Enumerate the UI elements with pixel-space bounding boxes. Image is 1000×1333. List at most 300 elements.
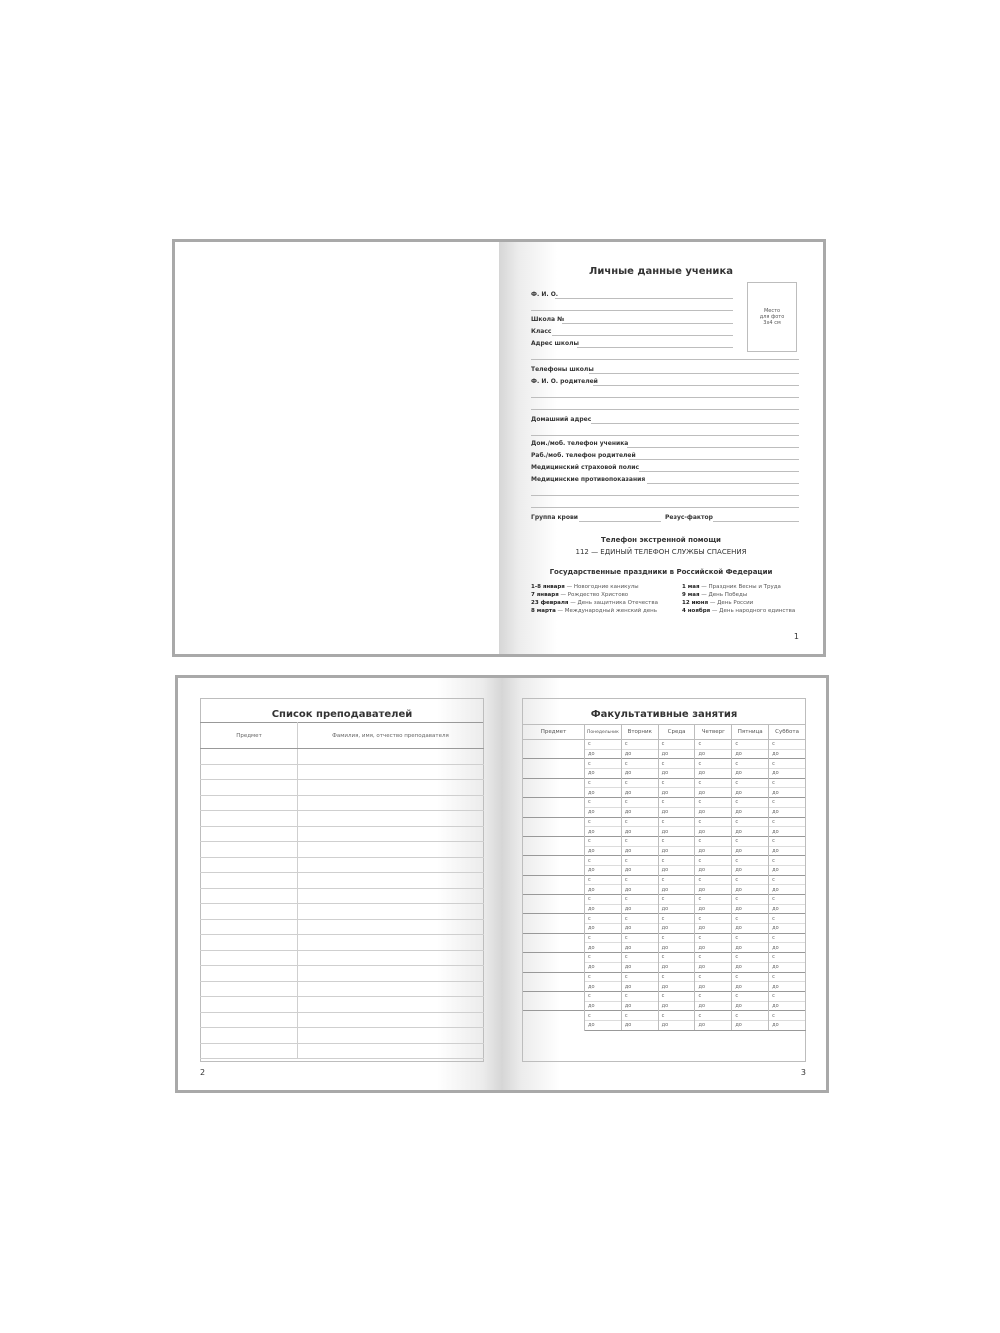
table-row [201,873,484,889]
time-to-cell[interactable]: до [695,749,732,759]
subject-cell[interactable] [523,972,585,991]
time-to-cell[interactable]: до [695,807,732,817]
subject-cell[interactable] [523,740,585,759]
table-row [201,919,484,935]
time-to-cell[interactable]: до [732,943,769,953]
time-to-cell[interactable]: до [621,865,658,875]
time-to-cell[interactable]: до [769,827,806,837]
time-from-cell[interactable]: с [769,740,806,750]
time-from-cell[interactable]: с [732,836,769,846]
time-from-cell[interactable]: с [769,778,806,788]
table-row [523,953,806,963]
time-from-cell[interactable]: с [585,759,622,769]
subject-cell[interactable] [523,1011,585,1030]
time-from-cell[interactable]: с [695,953,732,963]
time-to-cell[interactable]: до [695,865,732,875]
time-to-cell[interactable]: до [658,904,695,914]
time-from-cell[interactable]: с [658,933,695,943]
time-to-cell[interactable]: до [585,924,622,934]
time-to-cell[interactable]: до [658,943,695,953]
time-to-cell[interactable]: до [658,865,695,875]
holiday-item: 1 мая — Праздник Весны и Труда [682,584,781,590]
time-to-cell[interactable]: до [769,943,806,953]
teacher-cell[interactable] [298,1028,484,1044]
subject-cell[interactable] [201,950,298,966]
time-to-cell[interactable]: до [732,924,769,934]
time-from-cell[interactable]: с [585,817,622,827]
time-from-cell[interactable]: с [621,836,658,846]
table-row [201,795,484,811]
table-row [201,888,484,904]
subject-cell[interactable] [201,842,298,858]
time-from-cell[interactable]: с [732,895,769,905]
time-to-cell[interactable]: до [732,846,769,856]
teacher-cell[interactable] [298,904,484,920]
time-from-cell[interactable]: с [621,875,658,885]
contra-line-3 [531,507,799,508]
time-from-cell[interactable]: с [695,875,732,885]
time-from-cell[interactable]: с [658,991,695,1001]
time-from-cell[interactable]: с [585,836,622,846]
time-to-cell[interactable]: до [621,1001,658,1011]
time-from-cell[interactable]: с [732,1011,769,1021]
time-from-cell[interactable]: с [585,778,622,788]
time-from-cell[interactable]: с [621,1011,658,1021]
time-from-cell[interactable]: с [621,740,658,750]
holiday-item: 4 ноября — День народного единства [682,608,796,614]
table-row [201,997,484,1013]
teacher-cell[interactable] [298,888,484,904]
time-from-cell[interactable]: с [658,914,695,924]
subject-cell[interactable] [201,919,298,935]
time-from-cell[interactable]: с [695,836,732,846]
time-from-cell[interactable]: с [769,759,806,769]
time-from-cell[interactable]: с [769,914,806,924]
time-from-cell[interactable]: с [658,856,695,866]
parent-phone-label: Раб./моб. телефон родителей [531,452,636,459]
teacher-cell[interactable] [298,966,484,982]
teacher-cell[interactable] [298,935,484,951]
time-from-cell[interactable]: с [695,1011,732,1021]
home-line [591,423,799,424]
time-to-cell[interactable]: до [695,904,732,914]
table-row [523,991,806,1001]
time-from-cell[interactable]: с [695,914,732,924]
time-from-cell[interactable]: с [621,856,658,866]
time-to-cell[interactable]: до [732,962,769,972]
time-from-cell[interactable]: с [769,972,806,982]
spread-top [172,239,826,657]
subject-cell[interactable] [201,780,298,796]
time-to-cell[interactable]: до [695,827,732,837]
time-to-cell[interactable]: до [732,904,769,914]
time-to-cell[interactable]: до [658,924,695,934]
time-to-cell[interactable]: до [732,827,769,837]
time-to-cell[interactable]: до [621,943,658,953]
subject-cell[interactable] [523,933,585,952]
time-to-cell[interactable]: до [769,962,806,972]
time-from-cell[interactable]: с [585,933,622,943]
time-from-cell[interactable]: с [769,817,806,827]
time-to-cell[interactable]: до [695,962,732,972]
time-to-cell[interactable]: до [585,1020,622,1030]
subject-cell[interactable] [201,1012,298,1028]
time-from-cell[interactable]: с [585,991,622,1001]
subject-cell[interactable] [201,935,298,951]
time-to-cell[interactable]: до [585,885,622,895]
time-to-cell[interactable]: до [585,904,622,914]
time-to-cell[interactable]: до [585,962,622,972]
time-to-cell[interactable]: до [732,807,769,817]
parents-label: Ф. И. О. родителей [531,378,598,385]
time-from-cell[interactable]: с [732,933,769,943]
time-to-cell[interactable]: до [658,982,695,992]
time-to-cell[interactable]: до [621,807,658,817]
time-from-cell[interactable]: с [658,817,695,827]
phones-label: Телефоны школы [531,366,594,373]
time-from-cell[interactable]: с [585,856,622,866]
column-header-wednesday: Среда [658,725,695,740]
time-to-cell[interactable]: до [658,769,695,779]
time-from-cell[interactable]: с [769,991,806,1001]
time-to-cell[interactable]: до [769,769,806,779]
subject-cell[interactable] [201,966,298,982]
contra-line-2 [531,495,799,496]
time-from-cell[interactable]: с [732,953,769,963]
holiday-item: 9 мая — День Победы [682,592,748,598]
time-from-cell[interactable]: с [732,972,769,982]
time-to-cell[interactable]: до [732,885,769,895]
teacher-cell[interactable] [298,919,484,935]
time-from-cell[interactable]: с [621,991,658,1001]
time-to-cell[interactable]: до [695,1001,732,1011]
page-title: Список преподавателей [271,709,413,720]
teacher-cell[interactable] [298,749,484,765]
subject-cell[interactable] [523,817,585,836]
teacher-cell[interactable] [298,826,484,842]
time-from-cell[interactable]: с [621,778,658,788]
table-row [201,904,484,920]
parents-line-3 [531,409,799,410]
time-from-cell[interactable]: с [732,991,769,1001]
column-header-thursday: Четверг [695,725,732,740]
teacher-cell[interactable] [298,873,484,889]
time-to-cell[interactable]: до [695,924,732,934]
time-from-cell[interactable]: с [695,933,732,943]
time-to-cell[interactable]: до [658,1001,695,1011]
address-label: Адрес школы [531,340,579,347]
teacher-cell[interactable] [298,795,484,811]
time-to-cell[interactable]: до [658,749,695,759]
time-to-cell[interactable]: до [585,769,622,779]
time-from-cell[interactable]: с [732,798,769,808]
subject-cell[interactable] [523,856,585,875]
fio-line-2 [531,310,733,311]
subject-cell[interactable] [201,888,298,904]
time-from-cell[interactable]: с [621,759,658,769]
page-number: 2 [200,1068,206,1077]
teachers-table [200,722,484,1059]
time-to-cell[interactable]: до [732,865,769,875]
rhesus-label: Резус-фактор [665,514,713,521]
time-from-cell[interactable]: с [732,914,769,924]
subject-cell[interactable] [523,895,585,914]
time-from-cell[interactable]: с [695,798,732,808]
time-to-cell[interactable]: до [585,807,622,817]
photo-label-3: 3x4 см [763,320,781,326]
column-header-friday: Пятница [732,725,769,740]
time-to-cell[interactable]: до [695,846,732,856]
time-to-cell[interactable]: до [621,749,658,759]
time-to-cell[interactable]: до [621,846,658,856]
time-from-cell[interactable]: с [769,856,806,866]
subject-cell[interactable] [201,904,298,920]
subject-cell[interactable] [523,836,585,855]
subject-cell[interactable] [523,759,585,778]
time-from-cell[interactable]: с [621,972,658,982]
subject-cell[interactable] [523,778,585,797]
time-from-cell[interactable]: с [695,972,732,982]
time-to-cell[interactable]: до [658,827,695,837]
time-to-cell[interactable]: до [695,788,732,798]
time-from-cell[interactable]: с [769,895,806,905]
subject-cell[interactable] [523,798,585,817]
holiday-item: 1-8 января — Новогодние каникулы [531,584,639,590]
table-row [201,1043,484,1059]
time-from-cell[interactable]: с [585,953,622,963]
table-header-row [523,725,806,740]
time-from-cell[interactable]: с [695,740,732,750]
table-row [201,966,484,982]
time-to-cell[interactable]: до [585,749,622,759]
time-to-cell[interactable]: до [621,788,658,798]
time-to-cell[interactable]: до [585,788,622,798]
table-row [201,842,484,858]
column-header-subject: Предмет [201,723,298,749]
time-from-cell[interactable]: с [695,895,732,905]
time-from-cell[interactable]: с [732,856,769,866]
time-to-cell[interactable]: до [732,788,769,798]
time-from-cell[interactable]: с [732,778,769,788]
time-to-cell[interactable]: до [621,904,658,914]
time-to-cell[interactable]: до [695,1020,732,1030]
subject-cell[interactable] [201,873,298,889]
table-row [201,935,484,951]
subject-cell[interactable] [201,749,298,765]
time-to-cell[interactable]: до [585,865,622,875]
subject-cell[interactable] [201,795,298,811]
time-to-cell[interactable]: до [695,982,732,992]
time-to-cell[interactable]: до [769,749,806,759]
time-from-cell[interactable]: с [769,798,806,808]
time-from-cell[interactable]: с [732,817,769,827]
time-from-cell[interactable]: с [769,1011,806,1021]
table-row [523,817,806,827]
time-from-cell[interactable]: с [585,740,622,750]
time-to-cell[interactable]: до [585,846,622,856]
time-from-cell[interactable]: с [695,817,732,827]
teacher-cell[interactable] [298,764,484,780]
time-to-cell[interactable]: до [732,769,769,779]
spread-bottom [175,675,829,1093]
column-header-monday: Понедельник [585,725,622,740]
table-row [523,740,806,750]
teacher-cell[interactable] [298,950,484,966]
time-from-cell[interactable]: с [732,740,769,750]
time-to-cell[interactable]: до [732,982,769,992]
subject-cell[interactable] [201,811,298,827]
time-from-cell[interactable]: с [585,914,622,924]
time-to-cell[interactable]: до [769,1020,806,1030]
time-from-cell[interactable]: с [621,817,658,827]
teacher-cell[interactable] [298,811,484,827]
time-from-cell[interactable]: с [658,740,695,750]
time-to-cell[interactable]: до [769,788,806,798]
student-phone-label: Дом./моб. телефон ученика [531,440,629,447]
time-to-cell[interactable]: до [769,1001,806,1011]
holiday-item: 8 марта — Международный женский день [531,608,658,614]
subject-cell[interactable] [523,875,585,894]
time-to-cell[interactable]: до [621,924,658,934]
time-to-cell[interactable]: до [621,885,658,895]
time-to-cell[interactable]: до [769,924,806,934]
time-from-cell[interactable]: с [695,991,732,1001]
time-to-cell[interactable]: до [585,827,622,837]
time-to-cell[interactable]: до [769,865,806,875]
time-from-cell[interactable]: с [658,759,695,769]
time-to-cell[interactable]: до [621,769,658,779]
time-to-cell[interactable]: до [658,962,695,972]
time-to-cell[interactable]: до [769,807,806,817]
insurance-line [639,471,799,472]
time-to-cell[interactable]: до [658,885,695,895]
time-to-cell[interactable]: до [621,982,658,992]
teacher-cell[interactable] [298,842,484,858]
subject-cell[interactable] [523,953,585,972]
time-from-cell[interactable]: с [695,856,732,866]
column-header-saturday: Суббота [769,725,806,740]
table-row [523,798,806,808]
time-from-cell[interactable]: с [769,933,806,943]
time-to-cell[interactable]: до [658,788,695,798]
time-from-cell[interactable]: с [769,953,806,963]
time-from-cell[interactable]: с [621,914,658,924]
time-from-cell[interactable]: с [621,895,658,905]
teachers-body [201,749,484,1059]
time-to-cell[interactable]: до [585,943,622,953]
page-number: 1 [793,632,799,641]
time-from-cell[interactable]: с [769,875,806,885]
time-to-cell[interactable]: до [585,982,622,992]
teacher-cell[interactable] [298,997,484,1013]
time-to-cell[interactable]: до [621,1020,658,1030]
time-to-cell[interactable]: до [769,846,806,856]
subject-cell[interactable] [201,826,298,842]
subject-cell[interactable] [201,1028,298,1044]
teacher-cell[interactable] [298,981,484,997]
time-to-cell[interactable]: до [732,1020,769,1030]
time-from-cell[interactable]: с [585,895,622,905]
time-from-cell[interactable]: с [658,798,695,808]
fio-line [555,298,733,299]
time-from-cell[interactable]: с [695,778,732,788]
subject-cell[interactable] [201,1043,298,1059]
time-to-cell[interactable]: до [769,904,806,914]
time-from-cell[interactable]: с [621,798,658,808]
time-from-cell[interactable]: с [658,1011,695,1021]
class-label: Класс [531,328,552,335]
time-from-cell[interactable]: с [658,875,695,885]
time-to-cell[interactable]: до [658,846,695,856]
teacher-cell[interactable] [298,780,484,796]
home-label: Домашний адрес [531,416,592,423]
time-from-cell[interactable]: с [658,836,695,846]
page-number: 3 [800,1068,806,1077]
time-to-cell[interactable]: до [621,962,658,972]
time-to-cell[interactable]: до [732,749,769,759]
time-from-cell[interactable]: с [621,933,658,943]
photo-label-2: для фото [759,314,785,320]
subject-cell[interactable] [201,764,298,780]
time-from-cell[interactable]: с [732,759,769,769]
time-from-cell[interactable]: с [658,953,695,963]
time-from-cell[interactable]: с [658,895,695,905]
blood-line [579,521,661,522]
teacher-cell[interactable] [298,857,484,873]
emergency-text: 112 — ЕДИНЫЙ ТЕЛЕФОН СЛУЖБЫ СПАСЕНИЯ [575,548,747,556]
time-to-cell[interactable]: до [695,769,732,779]
time-to-cell[interactable]: до [769,982,806,992]
table-row [523,933,806,943]
time-from-cell[interactable]: с [585,875,622,885]
electives-body [523,740,806,1031]
table-row [523,875,806,885]
holiday-item: 23 февраля — День защитника Отечества [531,600,658,606]
time-to-cell[interactable]: до [658,1020,695,1030]
time-from-cell[interactable]: с [585,972,622,982]
time-to-cell[interactable]: до [621,827,658,837]
time-to-cell[interactable]: до [695,885,732,895]
column-header-teacher: Фамилия, имя, отчество преподавателя [298,723,484,749]
teacher-cell[interactable] [298,1012,484,1028]
time-from-cell[interactable]: с [658,972,695,982]
time-from-cell[interactable]: с [658,778,695,788]
table-row [523,856,806,866]
subject-cell[interactable] [201,997,298,1013]
time-from-cell[interactable]: с [585,798,622,808]
time-from-cell[interactable]: с [585,1011,622,1021]
subject-cell[interactable] [201,981,298,997]
time-from-cell[interactable]: с [732,875,769,885]
phones-line [589,373,799,374]
time-to-cell[interactable]: до [658,807,695,817]
time-to-cell[interactable]: до [695,943,732,953]
teacher-cell[interactable] [298,1043,484,1059]
table-row [201,981,484,997]
subject-cell[interactable] [523,914,585,933]
time-to-cell[interactable]: до [769,885,806,895]
time-to-cell[interactable]: до [732,1001,769,1011]
subject-cell[interactable] [523,991,585,1010]
time-from-cell[interactable]: с [695,759,732,769]
subject-cell[interactable] [201,857,298,873]
personal-data-page [499,242,823,654]
time-from-cell[interactable]: с [769,836,806,846]
contra-label: Медицинские противопоказания [531,476,646,483]
time-to-cell[interactable]: до [585,1001,622,1011]
page-title: Личные данные ученика [589,266,733,277]
time-from-cell[interactable]: с [621,953,658,963]
